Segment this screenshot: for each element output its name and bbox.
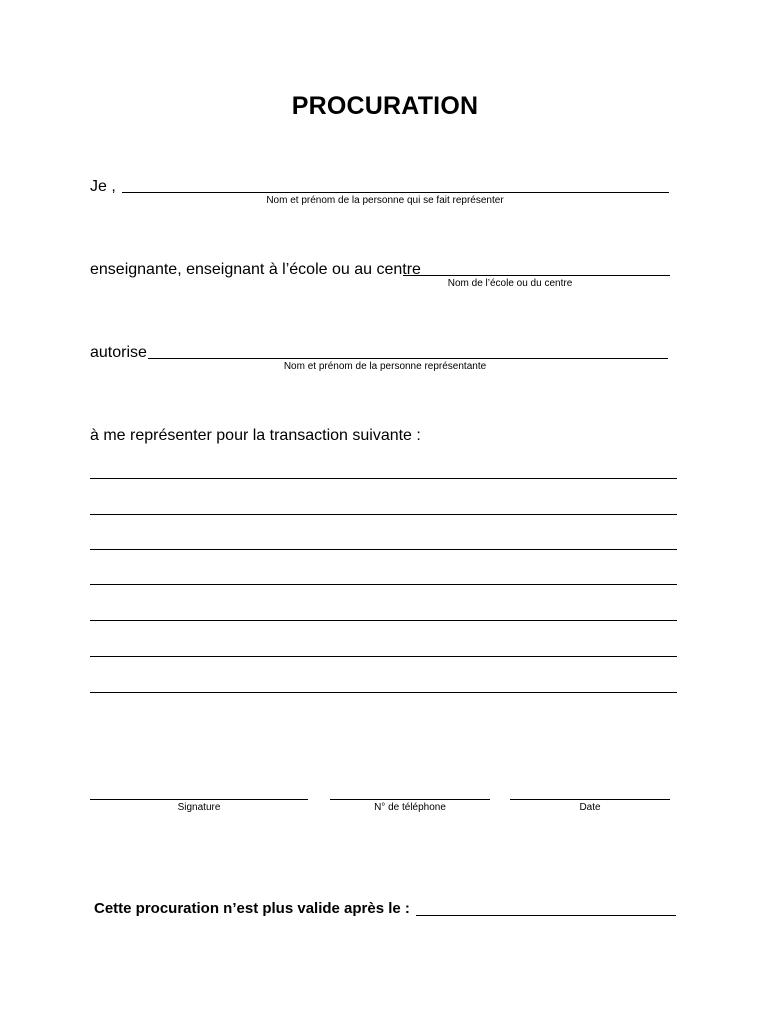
transaction-line-4[interactable] xyxy=(90,584,677,585)
transaction-line-3[interactable] xyxy=(90,549,677,550)
transaction-line-1[interactable] xyxy=(90,478,677,479)
signature-label: Signature xyxy=(177,802,221,813)
page-title: PROCURATION xyxy=(291,92,479,120)
autorise-name-field[interactable] xyxy=(148,358,668,359)
je-label: Je , xyxy=(90,178,116,195)
transaction-line-6[interactable] xyxy=(90,656,677,657)
telephone-label: N° de téléphone xyxy=(374,802,446,813)
signature-field[interactable] xyxy=(90,799,308,800)
autorise-name-hint: Nom et prénom de la personne représentante xyxy=(283,361,487,372)
autorise-label: autorise xyxy=(90,344,147,361)
transaction-line-7[interactable] xyxy=(90,692,677,693)
transaction-line-5[interactable] xyxy=(90,620,677,621)
date-field[interactable] xyxy=(510,799,670,800)
ecole-label: enseignante, enseignant à l’école ou au centre xyxy=(90,261,421,278)
validity-label: Cette procuration n’est plus valide après le : xyxy=(94,900,410,917)
date-label: Date xyxy=(579,802,601,813)
je-name-hint: Nom et prénom de la personne qui se fait représenter xyxy=(266,195,504,206)
telephone-field[interactable] xyxy=(330,799,490,800)
ecole-field[interactable] xyxy=(403,275,670,276)
transaction-label: à me représenter pour la transaction suivante : xyxy=(90,427,421,444)
transaction-line-2[interactable] xyxy=(90,514,677,515)
je-name-field[interactable] xyxy=(122,192,669,193)
validity-date-field[interactable] xyxy=(416,915,676,916)
ecole-hint: Nom de l’école ou du centre xyxy=(447,278,573,289)
